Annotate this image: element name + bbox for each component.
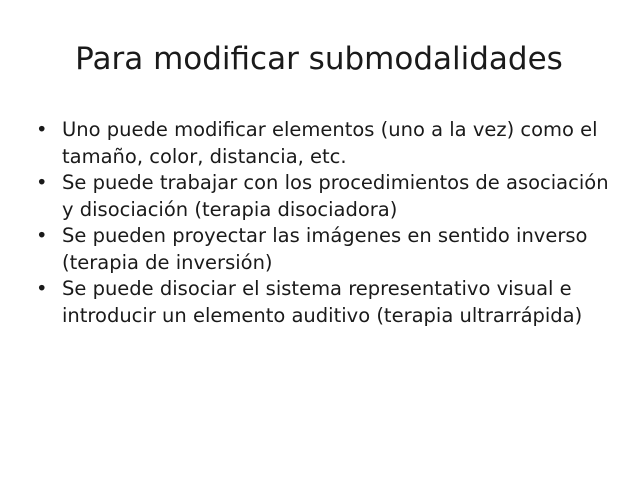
bullet-item <box>36 170 616 223</box>
slide-title: Para modificar submodalidades <box>75 41 563 77</box>
bullet-text: Se pueden proyectar las imágenes en sentido inverso (terapia de inversión) <box>62 224 588 274</box>
bullet-marker: • <box>36 224 48 247</box>
bullet-marker: • <box>36 171 48 194</box>
bullet-marker: • <box>36 118 48 141</box>
bullet-item <box>36 117 616 170</box>
bullet-item <box>36 276 616 329</box>
bullet-text: Uno puede modificar elementos (uno a la vez) como el tamaño, color, distancia, etc. <box>62 118 598 168</box>
bullet-text: Se puede disociar el sistema representativo visual e introducir un elemento auditivo (terapia ultrarrápida) <box>62 277 583 327</box>
bullet-list <box>36 117 616 329</box>
bullet-item <box>36 223 616 276</box>
bullet-marker: • <box>36 277 48 300</box>
bullet-text: Se puede trabajar con los procedimientos de asociación y disociación (terapia disociadora) <box>62 171 609 221</box>
